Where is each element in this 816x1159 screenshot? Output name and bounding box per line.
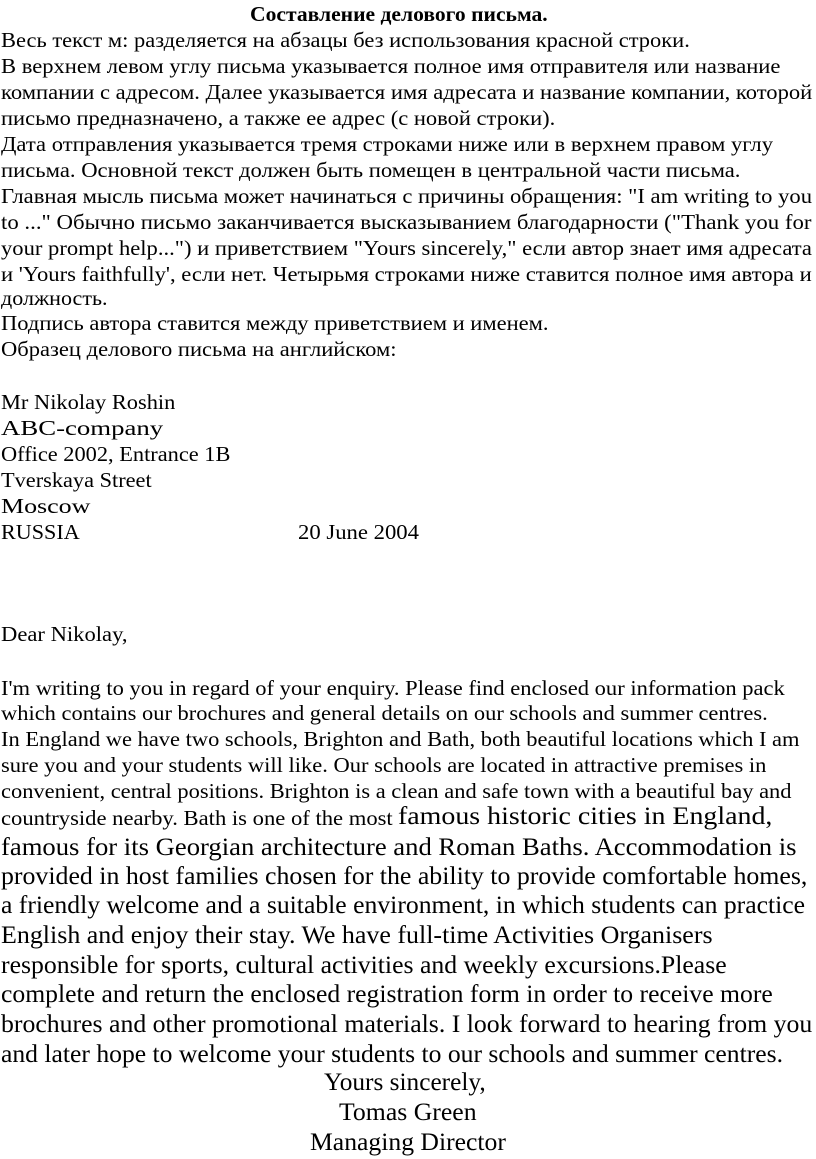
address-line: Moscow <box>1 494 91 518</box>
intro-line: должность. <box>1 286 108 310</box>
body-line: countryside nearby. Bath is one of the most <box>1 806 393 830</box>
intro-line: Образец делового письма на английском: <box>1 337 397 361</box>
body-line: I'm writing to you in regard of your enquiry. Please find enclosed our information pack <box>1 676 785 700</box>
intro-line: письма. Основной текст должен быть помещен в центральной части письма. <box>1 158 741 182</box>
intro-line: компании с адресом. Далее указывается имя адресата и название компании, которой <box>1 80 813 104</box>
intro-line: Весь текст м: разделяется на абзацы без использования красной строки. <box>1 28 690 52</box>
body-line: In England we have two schools, Brighton and Bath, both beautiful locations which I am <box>1 727 800 751</box>
body-line: famous for its Georgian architecture and Roman Baths. Accommodation is <box>1 834 797 861</box>
letter-date: 20 June 2004 <box>298 520 419 544</box>
sign-off: Yours sincerely, <box>324 1069 486 1096</box>
body-line: which contains our brochures and general details on our schools and summer centres. <box>1 701 768 725</box>
body-line: sure you and your students will like. Our schools are located in attractive premises in <box>1 753 767 777</box>
address-line: Tverskaya Street <box>1 468 152 492</box>
body-line: a friendly welcome and a suitable environment, in which students can practice <box>1 892 806 919</box>
intro-line: письмо предназначено, а также ее адрес (с новой строки). <box>1 106 556 130</box>
body-line: English and enjoy their stay. We have full-time Activities Organisers <box>1 922 713 949</box>
body-line: brochures and other promotional materials. I look forward to hearing from you <box>1 1011 813 1038</box>
body-line: complete and return the enclosed registration form in order to receive more <box>1 981 773 1008</box>
signer-position: Managing Director <box>310 1129 506 1156</box>
body-line: responsible for sports, cultural activities and weekly excursions.Please <box>1 952 727 979</box>
body-line: and later hope to welcome your students to our schools and summer centres. <box>1 1041 784 1068</box>
document-title: Составление делового письма. <box>250 2 548 26</box>
intro-line: Дата отправления указывается тремя строками ниже или в верхнем правом углу <box>1 132 774 156</box>
body-line: famous historic cities in England, <box>398 803 773 830</box>
address-line: RUSSIA <box>1 520 80 544</box>
intro-line: Подпись автора ставится между приветствием и именем. <box>1 311 549 335</box>
intro-line: и 'Yours faithfully', если нет. Четырьмя строками ниже ставится полное имя автора и <box>1 262 812 286</box>
body-line: convenient, central positions. Brighton is a clean and safe town with a beautiful bay and <box>1 779 792 803</box>
address-line: Office 2002, Entrance 1B <box>1 442 231 466</box>
intro-line: Главная мысль письма может начинаться с причины обращения: "I am writing to you <box>1 184 813 208</box>
greeting: Dear Nikolay, <box>1 622 128 646</box>
intro-line: your prompt help...") и приветствием "Yours sincerely," если автор знает имя адресата <box>1 236 812 260</box>
signer-name: Tomas Green <box>339 1099 477 1126</box>
intro-line: to ..." Обычно письмо заканчивается высказыванием благодарности ("Thank you for <box>1 210 812 234</box>
address-line: ABC-company <box>1 416 164 440</box>
body-line: provided in host families chosen for the ability to provide comfortable homes, <box>1 863 808 890</box>
address-line: Mr Nikolay Roshin <box>1 390 176 414</box>
intro-line: В верхнем левом углу письма указывается полное имя отправителя или название <box>1 54 781 78</box>
